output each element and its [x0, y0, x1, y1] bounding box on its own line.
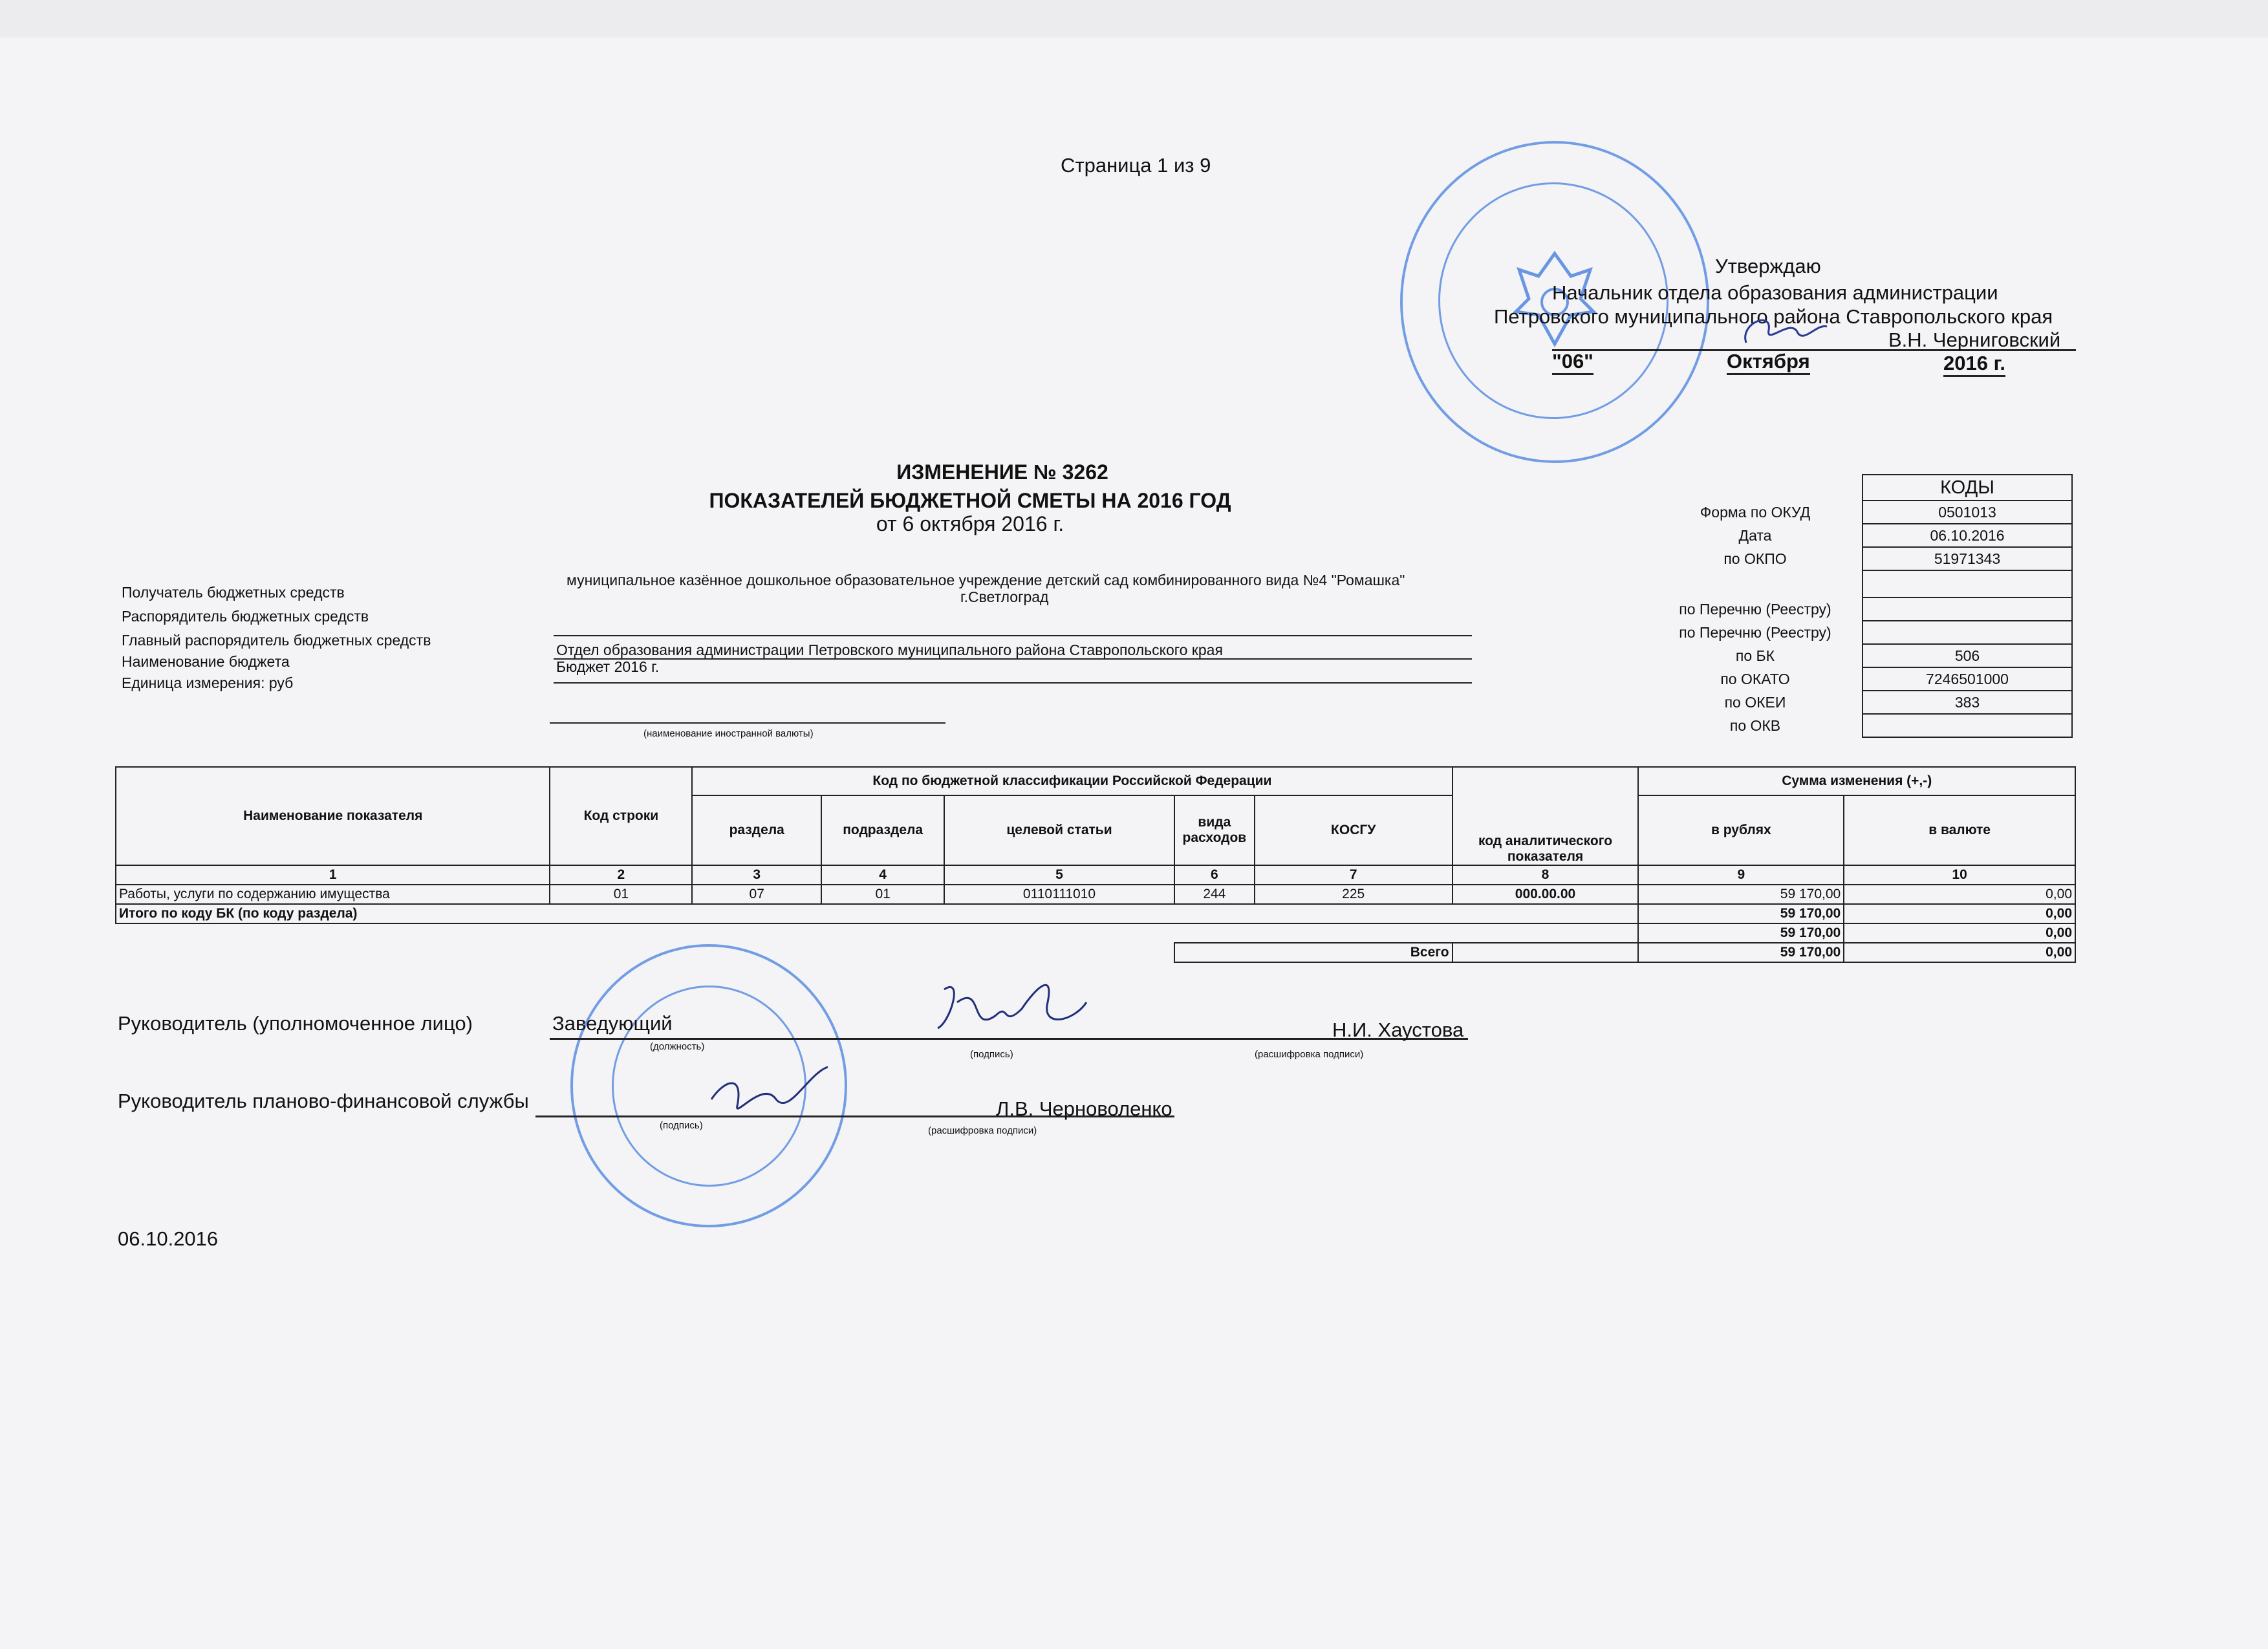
codes-block — [1648, 474, 2073, 738]
col-header-kosgu: КОСГУ — [1255, 795, 1453, 865]
approval-year: 2016 г. — [1943, 352, 2005, 377]
col-header-expense-type: вида расходов — [1174, 795, 1255, 865]
table-row — [116, 885, 2075, 904]
document-title: ИЗМЕНЕНИЕ № 3262 — [896, 460, 1108, 484]
group-currency: 0,00 — [1844, 923, 2075, 943]
codes-label-registry-2: по Перечню (Реестру) — [1679, 623, 1831, 641]
page-number: Страница 1 из 9 — [1061, 154, 1211, 177]
budget-line — [554, 682, 1472, 684]
codes-label-date: Дата — [1738, 526, 1772, 544]
codes-value-registry-1 — [1863, 598, 2072, 621]
codes-value-okei: 383 — [1863, 691, 2072, 714]
group-header-sum: Сумма изменения (+,-) — [1638, 767, 2075, 795]
approval-position-line1: Начальник отдела образования администрации — [1552, 281, 1998, 304]
codes-value-date: 06.10.2016 — [1863, 524, 2072, 547]
codes-label-bk: по БК — [1735, 647, 1775, 664]
finance-label: Руководитель планово-финансовой службы — [118, 1090, 529, 1112]
codes-label-okud: Форма по ОКУД — [1700, 503, 1811, 521]
subtotal-rub: 59 170,00 — [1638, 904, 1844, 923]
total-analytic-blank — [1453, 943, 1639, 962]
head-caption-signature: (подпись) — [970, 1049, 1013, 1060]
group-header-classification: Код по бюджетной классификации Российской Федерации — [692, 767, 1452, 795]
codes-label-okv: по ОКВ — [1729, 717, 1781, 734]
recipient-line — [554, 635, 1472, 636]
col-header-name: Наименование показателя — [116, 767, 550, 865]
document-subtitle: ПОКАЗАТЕЛЕЙ БЮДЖЕТНОЙ СМЕТЫ НА 2016 ГОД — [709, 489, 1231, 512]
approval-signer: В.Н. Черниговский — [1888, 329, 2061, 351]
codes-value-okv — [1863, 714, 2072, 737]
approval-month: Октября — [1727, 350, 1810, 375]
finance-signature-icon — [698, 1054, 841, 1125]
codes-value-okato: 7246501000 — [1863, 667, 2072, 691]
approval-day: "06" — [1552, 350, 1593, 375]
budget-label: Наименование бюджета — [122, 653, 290, 670]
col-header-code: Код строки — [550, 767, 692, 865]
total-label: Всего — [1174, 943, 1453, 962]
col-number: 2 — [550, 865, 692, 885]
col-header-target: целевой статьи — [944, 795, 1174, 865]
total-rub: 59 170,00 — [1638, 943, 1844, 962]
finance-name: Л.В. Черноволенко — [996, 1097, 1172, 1120]
col-number: 8 — [1453, 865, 1639, 885]
col-number: 7 — [1255, 865, 1453, 885]
col-number: 1 — [116, 865, 550, 885]
chief-manager-label: Главный распорядитель бюджетных средств — [122, 632, 431, 649]
cell-target: 0110111010 — [944, 885, 1174, 904]
codes-value-registry-2 — [1863, 621, 2072, 644]
codes-label-okei: по ОКЕИ — [1724, 693, 1786, 711]
subtotal-row — [116, 904, 2075, 923]
codes-label-okpo: по ОКПО — [1723, 550, 1787, 567]
codes-value-okpo: 51971343 — [1863, 547, 2072, 570]
cell-code: 01 — [550, 885, 692, 904]
head-signature-icon — [925, 964, 1093, 1048]
total-row — [116, 943, 2075, 962]
budget-table — [115, 766, 2076, 963]
currency-caption: (наименование иностранной валюты) — [643, 728, 814, 739]
approval-word: Утверждаю — [1715, 255, 1821, 277]
col-number: 5 — [944, 865, 1174, 885]
head-name: Н.И. Хаустова — [1332, 1018, 1464, 1041]
document-date-line: от 6 октября 2016 г. — [876, 512, 1064, 535]
col-number: 4 — [821, 865, 944, 885]
cell-kosgu: 225 — [1255, 885, 1453, 904]
group-rub: 59 170,00 — [1638, 923, 1844, 943]
col-header-rub: в рублях — [1638, 795, 1844, 865]
codes-value-bk: 506 — [1863, 644, 2072, 667]
col-number: 3 — [692, 865, 821, 885]
approval-signature-icon — [1733, 304, 1830, 356]
head-position: Заведующий — [552, 1012, 673, 1035]
col-header-currency: в валюте — [1844, 795, 2075, 865]
chief-manager-line — [554, 658, 1472, 660]
cell-subsection: 01 — [821, 885, 944, 904]
col-number: 9 — [1638, 865, 1844, 885]
head-label: Руководитель (уполномоченное лицо) — [118, 1012, 473, 1035]
col-header-analytic: код аналитического показателя — [1453, 767, 1639, 865]
cell-analytic: 000.00.00 — [1453, 885, 1639, 904]
unit-label: Единица измерения: руб — [122, 674, 294, 691]
spacer-cell — [116, 923, 1638, 943]
codes-label-registry-1: по Перечню (Реестру) — [1679, 600, 1831, 618]
approval-position-line2: Петровского муниципального района Ставропольского края — [1494, 305, 2053, 328]
cell-section: 07 — [692, 885, 821, 904]
codes-label-okato: по ОКАТО — [1720, 670, 1790, 687]
col-header-subsection: подраздела — [821, 795, 944, 865]
head-caption-decode: (расшифровка подписи) — [1255, 1049, 1364, 1060]
cell-expense-type: 244 — [1174, 885, 1255, 904]
subtotal-label: Итого по коду БК (по коду раздела) — [116, 904, 1638, 923]
codes-value-blank — [1863, 570, 2072, 598]
currency-line — [550, 722, 945, 724]
col-header-section: раздела — [692, 795, 821, 865]
recipient-value-line2: г.Светлоград — [960, 588, 1049, 605]
col-number: 10 — [1844, 865, 2075, 885]
cell-currency: 0,00 — [1844, 885, 2075, 904]
codes-header: КОДЫ — [1863, 475, 2072, 501]
footer-date: 06.10.2016 — [118, 1227, 219, 1250]
head-caption-position: (должность) — [650, 1041, 705, 1052]
finance-caption-decode: (расшифровка подписи) — [928, 1125, 1037, 1136]
chief-manager-value: Отдел образования администрации Петровского муниципального района Ставропольского края — [556, 641, 1223, 658]
cell-rub: 59 170,00 — [1638, 885, 1844, 904]
finance-caption-signature: (подпись) — [660, 1120, 703, 1131]
budget-value: Бюджет 2016 г. — [556, 658, 660, 675]
codes-label-blank — [1648, 570, 1863, 598]
subtotal-currency: 0,00 — [1844, 904, 2075, 923]
scan-top-shade — [0, 0, 2268, 38]
total-currency: 0,00 — [1844, 943, 2075, 962]
recipient-value-line1: муниципальное казённое дошкольное образовательное учреждение детский сад комбинированного вида №4 "Ромашка" — [567, 572, 1405, 588]
recipient-label: Получатель бюджетных средств — [122, 584, 345, 601]
col-number: 6 — [1174, 865, 1255, 885]
codes-value-okud: 0501013 — [1863, 501, 2072, 524]
cell-name: Работы, услуги по содержанию имущества — [116, 885, 550, 904]
manager-label: Распорядитель бюджетных средств — [122, 608, 369, 625]
